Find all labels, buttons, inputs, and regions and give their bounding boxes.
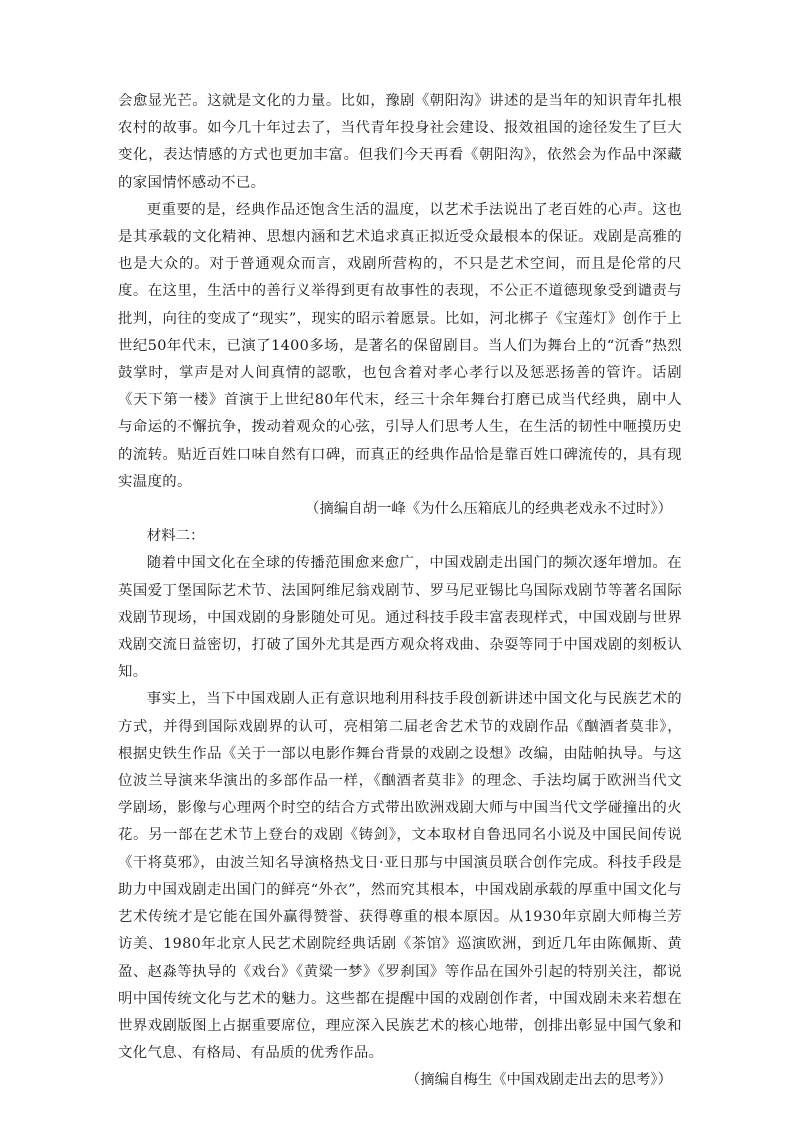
material-two-source: （摘编自梅生《中国戏剧走出去的思考》） [405, 1072, 672, 1089]
material-one-paragraph-2: 更重要的是，经典作品还饱含生活的温度，以艺术手法说出了老百姓的心声。这也是其承载的文化精神、思想内涵和艺术追求真正拟近受众最根本的保证。戏剧是高雅的也是大众的。对于普通观众而言，戏剧所营构的，不只是艺术空间，而且是伦常的尺度。在这里，生活中的善行义举得到更有故事性的表现，不公正不道德现象受到谴责与批判，向往的变成了“现实”，现实的昭示着愿景。比如，河北梆子《宝莲灯》创作于上世纪50年代末，已演了1400多场，是著名的保留剧目。当人们为舞台上的“沉香”热烈鼓掌时，掌声是对人间真情的認歌，也包含着对孝心孝行以及惩恶扬善的管许。话剧《天下第一楼》首演于上世纪80年代末，经三十余年舞台打磨已成当代经典，剧中人与命运的不懈抗争，拨动着观众的心弦，引导人们思考人生，在生活的韧性中咂摸历史的流转。贴近百姓口味自然有口碑，而真正的经典作品恰是靠百姓口碑流传的，具有现实温度的。 [118, 201, 682, 490]
material-one-source: （摘编自胡一峰《为什么压箱底儿的经典老戏永不过时》） [305, 501, 672, 518]
document-page [118, 88, 682, 1095]
material-two-label: 材料二： [146, 528, 205, 545]
material-two-paragraph-2: 事实上，当下中国戏剧人正有意识地利用科技手段创新讲述中国文化与民族艺术的方式，并得到国际戏剧界的认可，亮相第二届老舍艺术节的戏剧作品《酗酒者莫非》，根据史铁生作品《关于一部以电影作舞台背景的戏剧之设想》改编，由陆帕执导。与这位波兰导演来华演出的多部作品一样，《酗酒者莫非》的理念、手法均属于欧洲当代文学剧场，影像与心理两个时空的结合方式带出欧洲戏剧大师与中国当代文学碰撞出的火花。另一部在艺术节上登台的戏剧《铸剑》，文本取材自鲁迅同名小说及中国民间传说《干将莫邪》，由波兰知名导演格热戈日·亚日那与中国演员联合创作完成。科技手段是助力中国戏剧走出国门的鲜亮“外衣”，然而究其根本，中国戏剧承载的厚重中国文化与艺术传统才是它能在国外赢得赞誉、获得尊重的根本原因。从1930年京剧大师梅兰芳访美、1980年北京人民艺术剧院经典话剧《茶馆》巡演欧洲，到近几年由陈佩斯、黄盈、赵淼等执导的《戏台》《黄粱一梦》《罗刹国》等作品在国外引起的特别关注，都说明中国传统文化与艺术的魅力。这些都在提醒中国的戏剧创作者，中国戏剧未来若想在世界戏剧版图上占据重要席位，理应深入民族艺术的核心地带，创排出彰显中国气象和文化气息、有格局、有品质的优秀作品。 [118, 691, 682, 1062]
material-two-paragraph-1: 随着中国文化在全球的传播范围愈来愈广，中国戏剧走出国门的频次逐年增加。在英国爱丁堡国际艺术节、法国阿维尼翁戏剧节、罗马尼亚锡比乌国际戏剧节等著名国际戏剧节现场，中国戏剧的身影随处可见。通过科技手段丰富表现样式，中国戏剧与世界戏剧交流日益密切，打破了国外尤其是西方观众将戏曲、杂耍等同于中国戏剧的刻板认知。 [118, 555, 682, 681]
material-one-paragraph-1: 会愈显光芒。这就是文化的力量。比如，豫剧《朝阳沟》讲述的是当年的知识青年扎根农村的故事。如今几十年过去了，当代青年投身社会建设、报效祖国的途径发生了巨大变化，表达情感的方式也更加丰富。但我们今天再看《朝阳沟》，依然会为作品中深藏的家国情怀感动不已。 [118, 93, 682, 191]
